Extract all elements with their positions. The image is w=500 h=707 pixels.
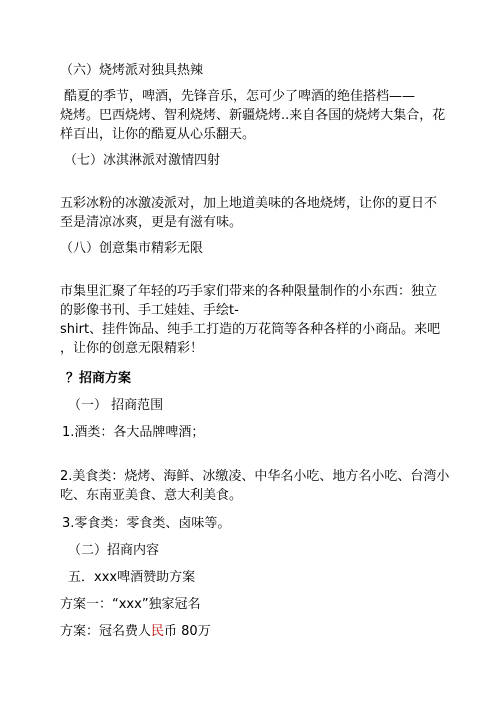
list-item: 吃、东南亚美食、意大利美食。 (60, 488, 243, 503)
section-heading: （七）冰淇淋派对激情四射 (64, 153, 221, 168)
section-heading: （八）创意集市精彩无限 (60, 241, 204, 256)
section-heading: （六）烧烤派对独具热辣 (60, 63, 204, 78)
subsection-heading: （二）招商内容 (68, 543, 160, 558)
paragraph-line: 市集里汇聚了年轻的巧手家们带来的各种限量制作的小东西：独立 (60, 284, 438, 299)
paragraph-line: ，让你的创意无限精彩！ (60, 341, 204, 356)
plan-fee-red-char: 民 (151, 624, 165, 639)
list-item: 3.零食类：零食类、卤味等。 (62, 516, 231, 531)
paragraph-line: 至是清凉冰爽，更是有滋有味。 (60, 215, 243, 230)
plan-fee-suffix: 币 80万 (164, 624, 211, 639)
paragraph-line: 酷夏的季节，啤酒，先锋音乐，怎可少了啤酒的绝佳搭档—— (64, 89, 416, 104)
plan-line: 方案一：“xxx”独家冠名 (60, 597, 201, 612)
paragraph-line: shirt、挂件饰品、纯手工打造的万花筒等各种各样的小商品。来吧 (60, 322, 441, 337)
subsection-heading: （一） 招商范围 (68, 398, 164, 413)
plan-line (60, 623, 211, 641)
paragraph-line: 五彩冰粉的冰激凌派对，加上地道美味的各地烧烤，让你的夏日不 (60, 196, 438, 211)
section-heading: ？招商方案 (66, 371, 132, 386)
plan-fee-prefix: 方案：冠名费人 (60, 624, 152, 639)
section-heading: 五．xxx啤酒赞助方案 (68, 570, 196, 585)
paragraph-line: 烧烤。巴西烧烤、智利烧烤、新疆烧烤..来自各国的烧烤大集合，花 (60, 108, 446, 123)
paragraph-line: 的影像书刊、手工娃娃、手绘t- (60, 303, 239, 318)
list-item: 2.美食类：烧烤、海鲜、冰缴凌、中华名小吃、地方名小吃、台湾小 (60, 469, 450, 484)
paragraph-line: 样百出，让你的酷夏从心乐翻天。 (60, 127, 256, 142)
list-item: 1.酒类：各大品牌啤酒； (62, 425, 205, 440)
